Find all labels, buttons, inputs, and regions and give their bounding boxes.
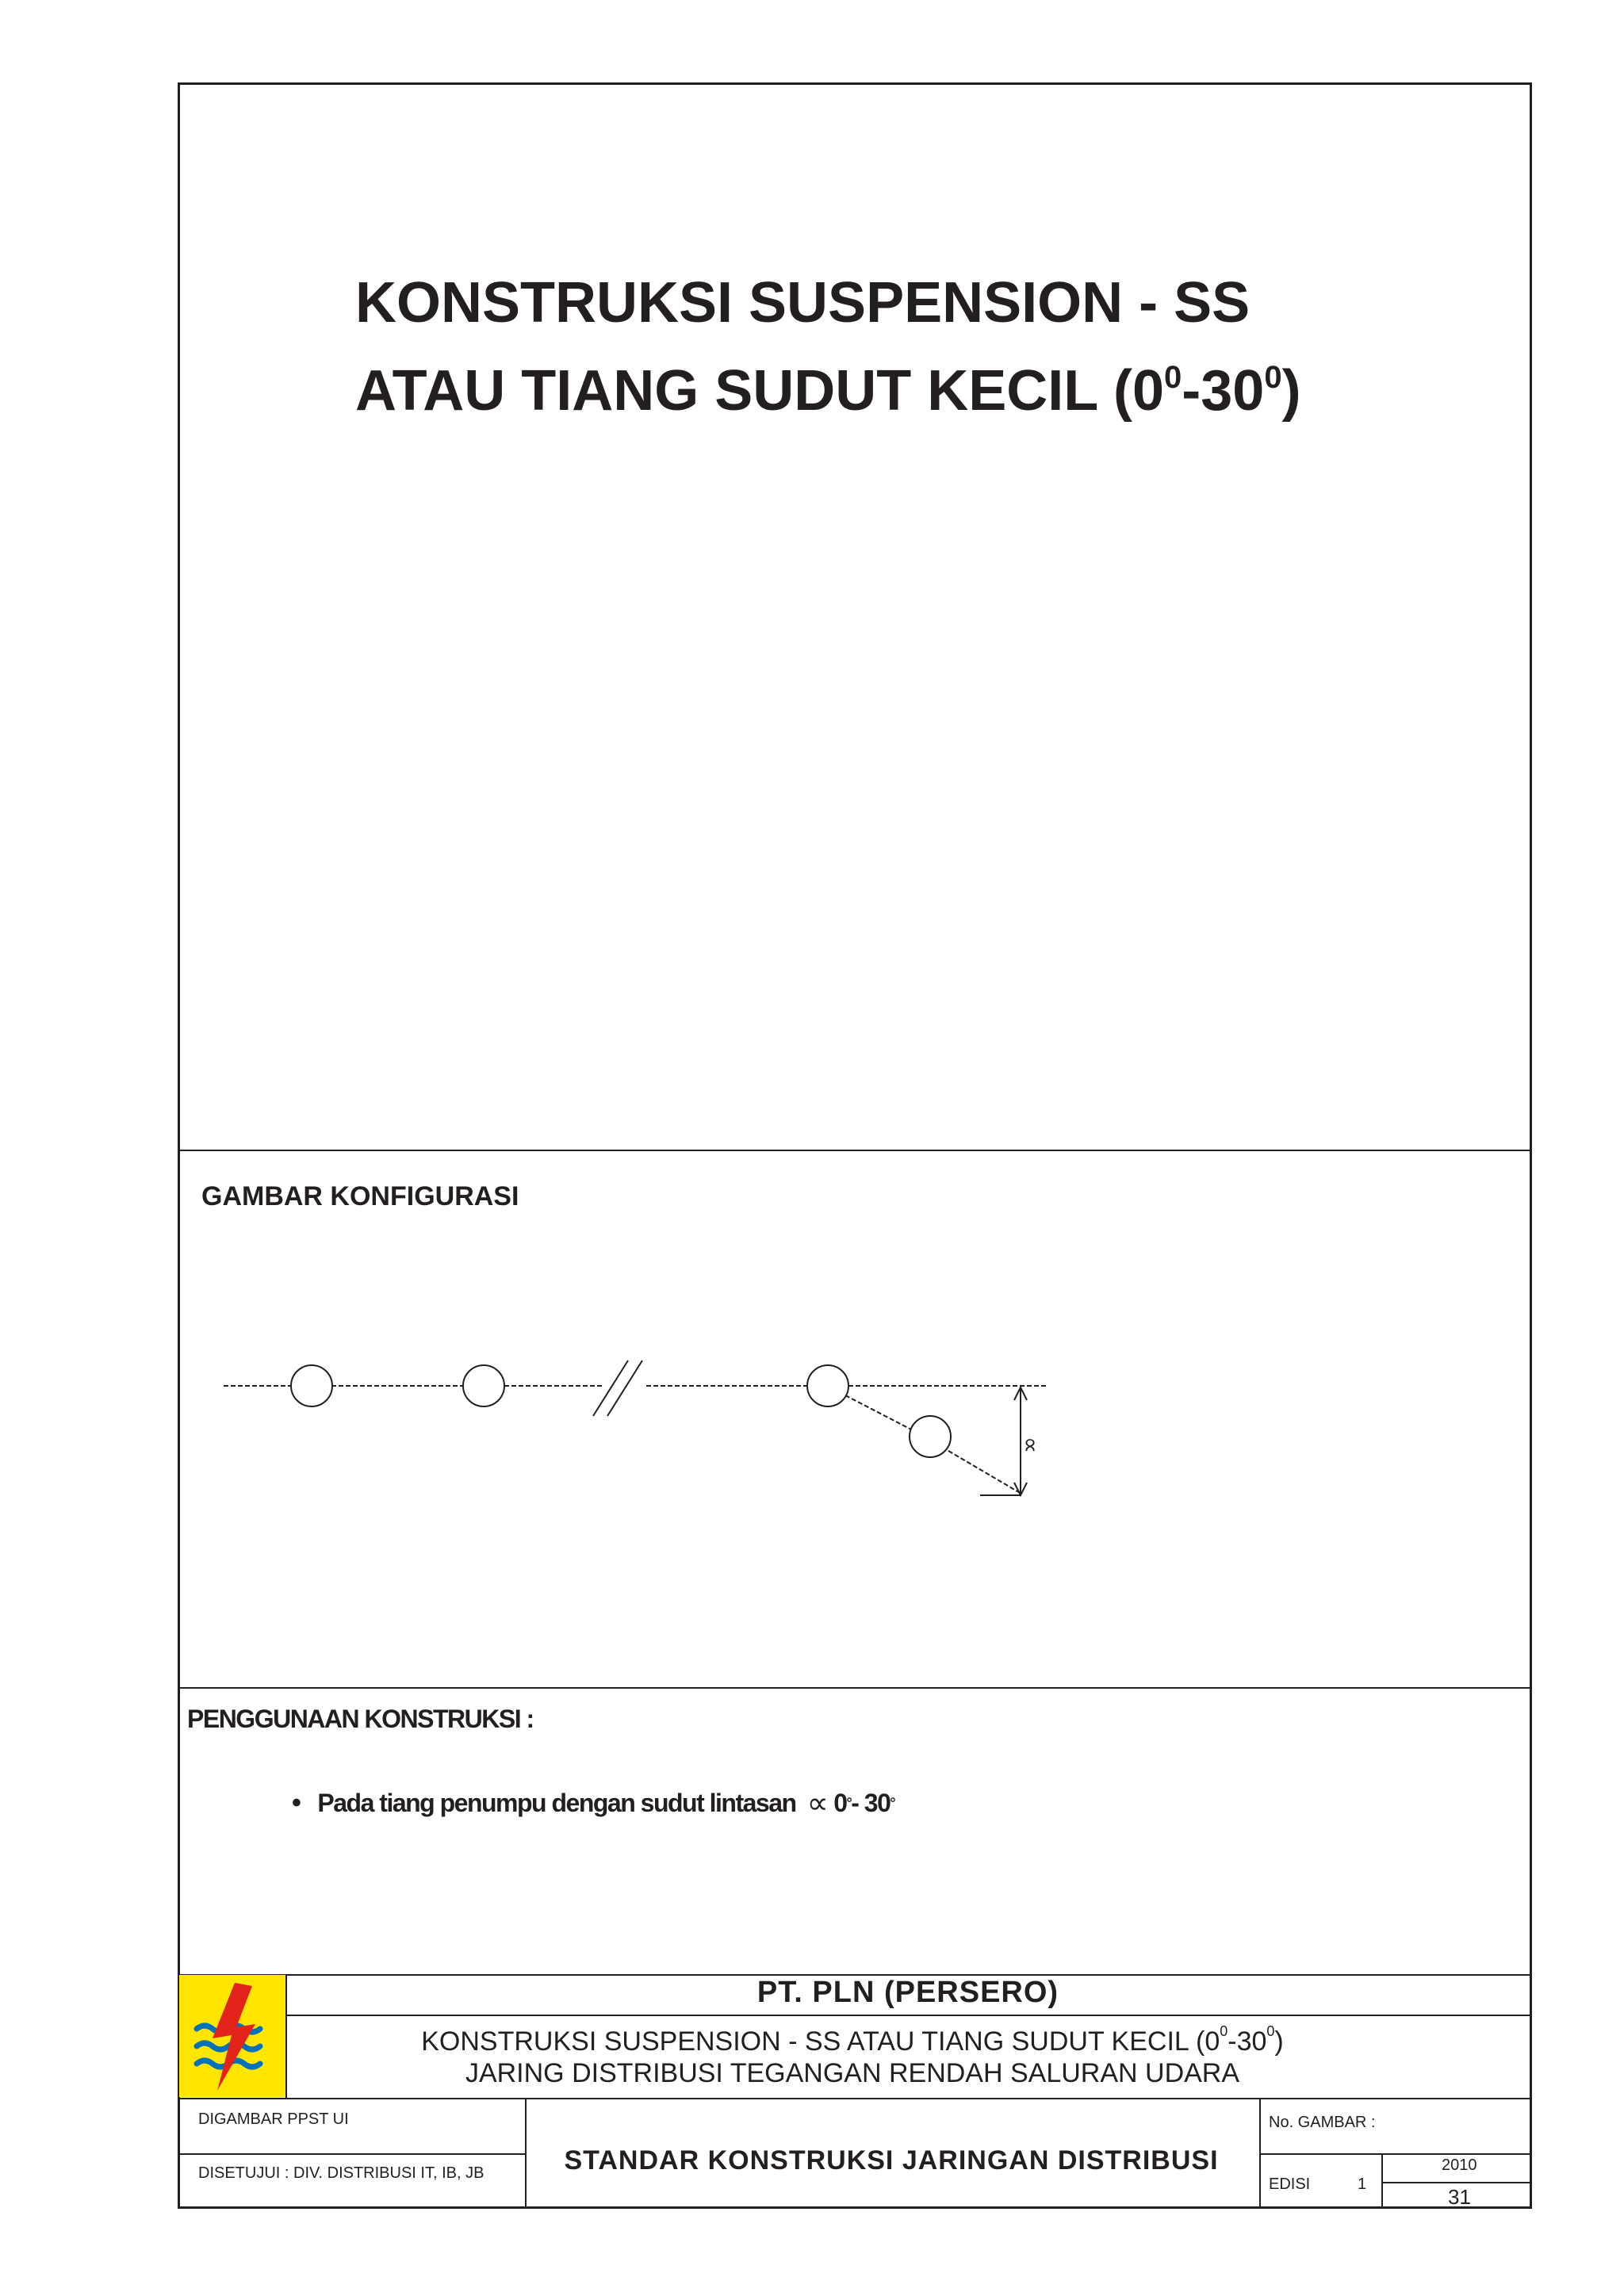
deviated-line-1	[845, 1395, 911, 1429]
line-break-mark-1	[593, 1360, 628, 1416]
pln-logo-graphic	[179, 1975, 285, 2097]
degree-superscript: 0	[1220, 2023, 1228, 2039]
pln-logo-icon	[179, 1975, 285, 2097]
main-title-line-2-prefix: ATAU TIANG SUDUT KECIL (0	[355, 359, 1164, 423]
standard-title: STANDAR KONSTRUKSI JARINGAN DISTRIBUSI	[564, 2145, 1219, 2175]
drawing-subtitle-prefix: KONSTRUKSI SUSPENSION - SS ATAU TIANG SUDUT KECIL (0	[421, 2026, 1220, 2057]
main-title-line-1: KONSTRUKSI SUSPENSION - SS	[355, 271, 1251, 335]
degree-superscript: 0	[1266, 2023, 1275, 2039]
configuration-section-label: GAMBAR KONFIGURASI	[201, 1181, 519, 1211]
pole-4	[910, 1416, 951, 1457]
page-number: 31	[1448, 2185, 1471, 2209]
usage-range-end: - 30	[851, 1789, 891, 1817]
edition-value: 1	[1358, 2175, 1367, 2193]
drawing-subtitle	[285, 2023, 1419, 2057]
degree-superscript: 0	[1164, 360, 1182, 395]
bullet-icon: •	[292, 1788, 301, 1818]
year-value: 2010	[1442, 2156, 1477, 2174]
drawn-by-label: DIGAMBAR PPST UI	[198, 2110, 349, 2128]
line-break-mark-2	[607, 1360, 642, 1416]
degree-superscript: 0	[1264, 360, 1282, 395]
usage-section-label: PENGGUNAAN KONSTRUKSI :	[187, 1705, 534, 1733]
usage-list-item	[292, 1785, 894, 1821]
company-name: PT. PLN (PERSERO)	[756, 1976, 1059, 2009]
edition-label: EDISI	[1269, 2175, 1311, 2193]
approved-by-label: DISETUJUI : DIV. DISTRIBUSI IT, IB, JB	[198, 2164, 485, 2182]
drawing-subtitle-suffix: )	[1274, 2026, 1284, 2057]
degree-symbol: °	[890, 1795, 895, 1811]
pole-3	[807, 1365, 848, 1406]
network-description: JARING DISTRIBUSI TEGANGAN RENDAH SALURAN UDARA	[465, 2058, 1240, 2088]
main-title-line-2-mid: -30	[1182, 359, 1265, 423]
drawing-number-label: No. GAMBAR :	[1269, 2114, 1376, 2131]
main-title-line-2-suffix: )	[1281, 359, 1301, 423]
deviated-line-2	[948, 1451, 1021, 1494]
pole-1	[291, 1365, 332, 1406]
alpha-angle-icon: ∝	[806, 1787, 828, 1820]
angle-symbol: ∝	[1017, 1437, 1044, 1454]
drawing-subtitle-mid: -30	[1228, 2026, 1267, 2057]
degree-symbol: °	[846, 1795, 852, 1811]
pole-2	[463, 1365, 504, 1406]
usage-range-start: 0	[833, 1789, 847, 1817]
usage-item-text: Pada tiang penumpu dengan sudut lintasan	[317, 1789, 796, 1817]
